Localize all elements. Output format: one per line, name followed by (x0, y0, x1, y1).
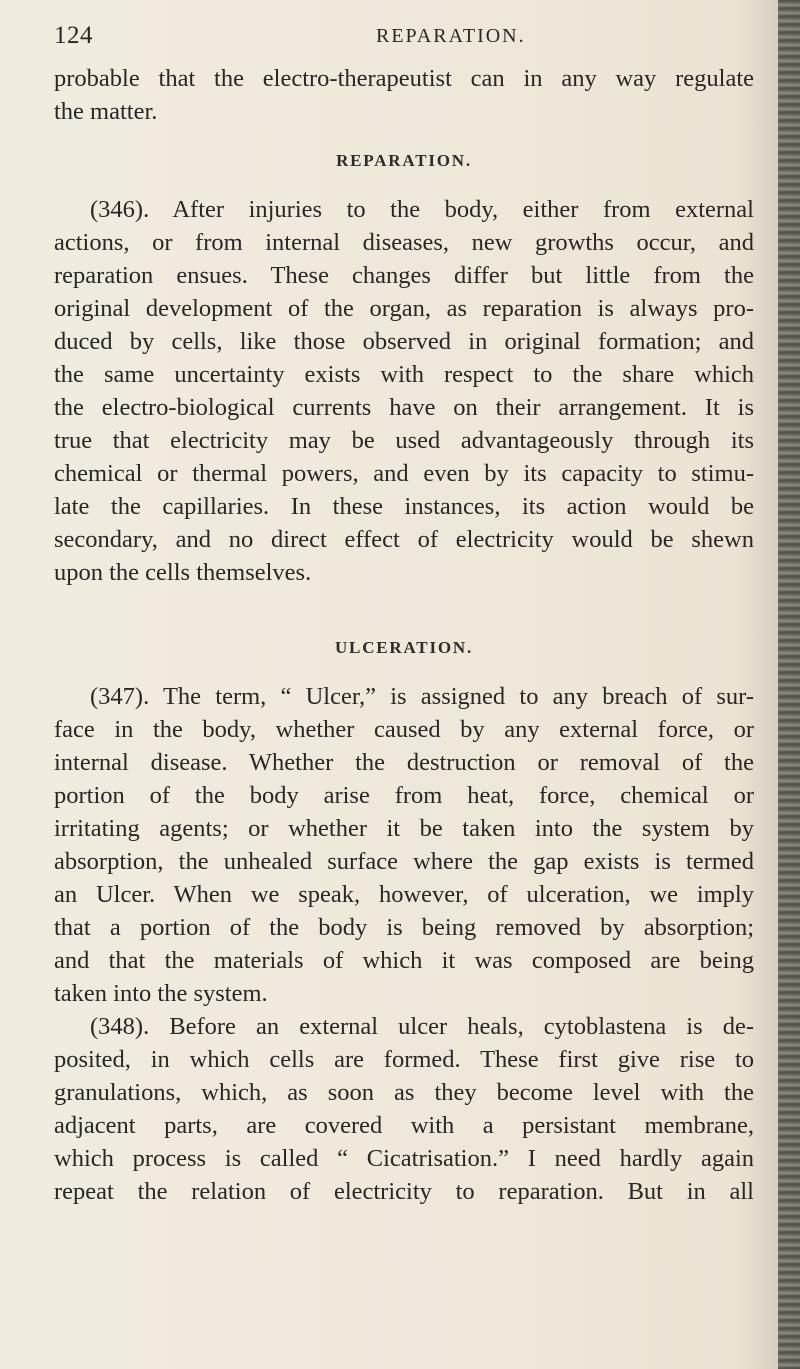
paragraph-348 (54, 1010, 754, 1208)
paragraph-347 (54, 680, 754, 1010)
text-line: that a portion of the body is being removed by absorption; (54, 914, 754, 941)
section-heading-reparation: REPARATION. (336, 151, 472, 170)
text-line: original development of the organ, as reparation is always pro- (54, 295, 754, 322)
text-line: the matter. (54, 98, 158, 125)
text-line: late the capillaries. In these instances, its action would be (54, 493, 754, 520)
running-head: REPARATION. (376, 25, 526, 47)
text-line: absorption, the unhealed surface where the gap exists is termed (54, 848, 754, 875)
text-line: granulations, which, as soon as they become level with the (54, 1079, 754, 1106)
text-line: probable that the electro-therapeutist can in any way regulate (54, 65, 754, 92)
text-line: posited, in which cells are formed. These first give rise to (54, 1046, 754, 1073)
text-line: chemical or thermal powers, and even by its capacity to stimu- (54, 460, 754, 487)
text-line: an Ulcer. When we speak, however, of ulceration, we imply (54, 881, 754, 908)
text-line: reparation ensues. These changes differ but little from the (54, 262, 754, 289)
text-line: which process is called “ Cicatrisation.” I need hardly again (54, 1145, 754, 1172)
text-line: and that the materials of which it was composed are being (54, 947, 754, 974)
text-line: actions, or from internal diseases, new growths occur, and (54, 229, 754, 256)
text-line: adjacent parts, are covered with a persistant membrane, (54, 1112, 754, 1139)
text-line: upon the cells themselves. (54, 559, 312, 586)
text-line: the electro-biological currents have on their arrangement. It is (54, 394, 754, 421)
text-line: repeat the relation of electricity to reparation. But in all (54, 1178, 754, 1205)
body-text (54, 62, 754, 1208)
text-line: face in the body, whether caused by any external force, or (54, 716, 754, 743)
text-line: the same uncertainty exists with respect to the share which (54, 361, 754, 388)
text-line: irritating agents; or whether it be taken into the system by (54, 815, 754, 842)
section-heading-ulceration: ULCERATION. (334, 638, 474, 657)
paragraph-346 (54, 193, 754, 589)
text-line: duced by cells, like those observed in original formation; and (54, 328, 754, 355)
text-line: taken into the system. (54, 980, 268, 1007)
text-line: portion of the body arise from heat, force, chemical or (54, 782, 754, 809)
text-line: internal disease. Whether the destruction or removal of the (54, 749, 754, 776)
text-line: (346). After injuries to the body, either from external (90, 196, 754, 223)
text-line: true that electricity may be used advantageously through its (54, 427, 754, 454)
page-header (54, 22, 754, 54)
text-line: (348). Before an external ulcer heals, cytoblastena is de- (90, 1013, 754, 1040)
text-line: secondary, and no direct effect of electricity would be shewn (54, 526, 754, 553)
page-number: 124 (54, 22, 93, 49)
page-edge-binding (778, 0, 800, 1369)
text-line: (347). The term, “ Ulcer,” is assigned to any breach of sur- (90, 683, 754, 710)
